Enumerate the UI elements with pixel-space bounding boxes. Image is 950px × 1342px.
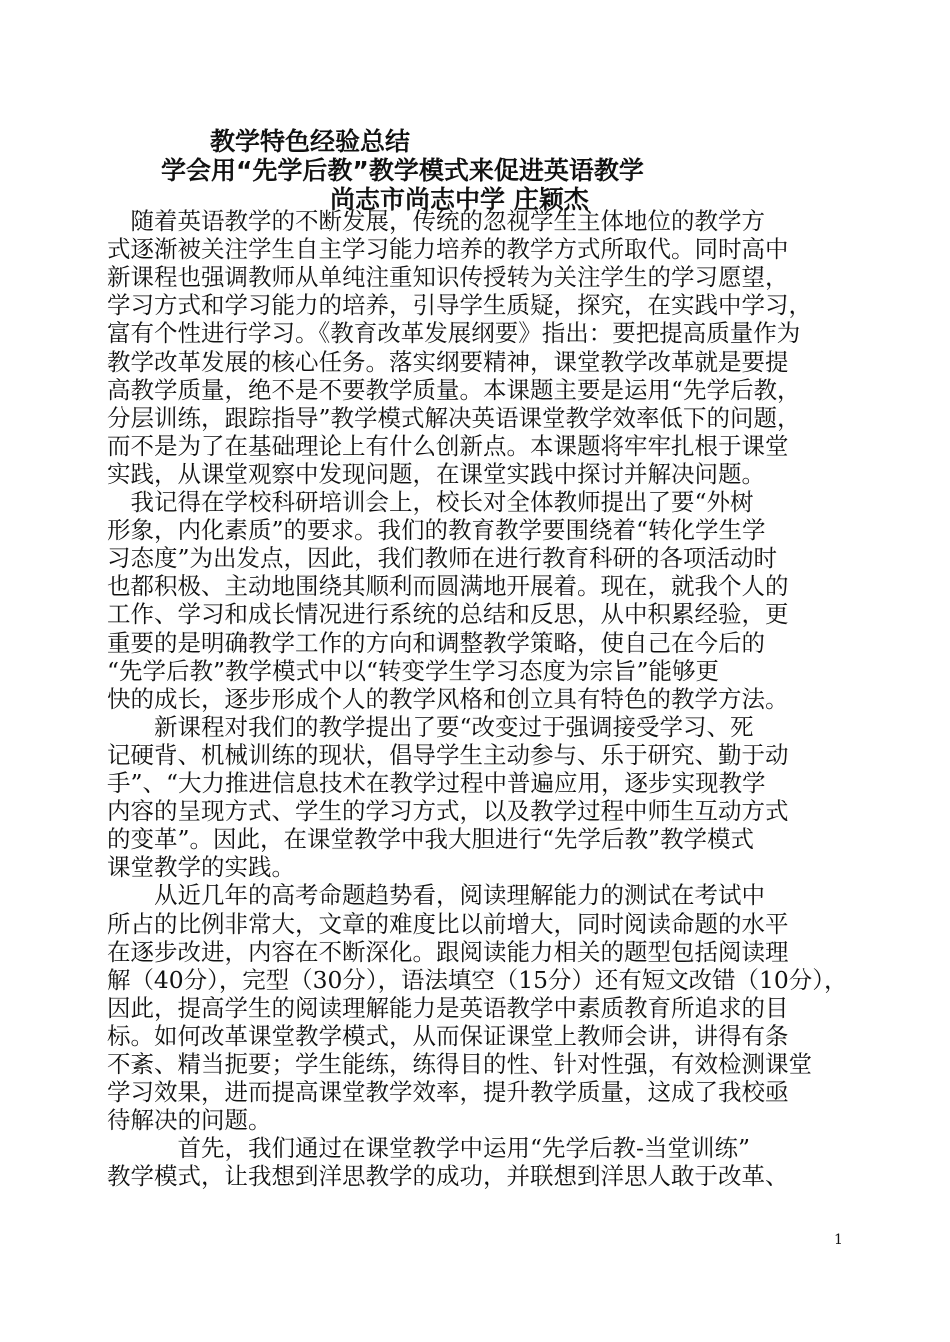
text-line: 工作、学习和成长情况进行系统的总结和反思，从中积累经验，更 — [107, 600, 789, 629]
text-line: 从近几年的高考命题趋势看，阅读理解能力的测试在考试中 — [107, 881, 765, 910]
text-line: 手”、“大力推进信息技术在教学过程中普遍应用，逐步实现教学 — [107, 769, 766, 797]
text-line: 课堂教学的实践。 — [107, 853, 295, 882]
text-line: 快的成长，逐步形成个人的教学风格和创立具有特色的教学方法。 — [107, 684, 789, 713]
text-line: 也都积极、主动地围绕其顺利而圆满地开展着。现在，就我个人的 — [107, 572, 789, 601]
page-number: 1 — [834, 1232, 843, 1248]
text-line: 不紊、精当扼要；学生能练，练得目的性、针对性强，有效检测课堂 — [107, 1050, 812, 1078]
text-line: 所占的比例非常大，文章的难度比以前增大，同时阅读命题的水平 — [107, 909, 789, 938]
document-subtitle: 学会用“先学后教”教学模式来促进英语教学 — [161, 156, 644, 185]
text-line: 教学改革发展的核心任务。落实纲要精神，课堂教学改革就是要提 — [107, 347, 789, 376]
text-line: 实践，从课堂观察中发现问题，在课堂实践中探讨并解决问题。 — [107, 459, 765, 488]
text-line: 的变革”。因此，在课堂教学中我大胆进行“先学后教”教学模式 — [107, 825, 755, 854]
text-line: 学习效果，进而提高课堂教学效率，提升教学质量，这成了我校亟 — [107, 1078, 789, 1107]
text-line: 记硬背、机械训练的现状，倡导学生主动参与、乐于研究、勤于动 — [107, 740, 789, 769]
document-title: 教学特色经验总结 — [210, 127, 411, 156]
text-line: 新课程对我们的教学提出了要“改变过于强调接受学习、死 — [107, 712, 754, 741]
text-line: 我记得在学校科研培训会上，校长对全体教师提出了要“外树 — [107, 488, 754, 516]
text-line: 内容的呈现方式、学生的学习方式，以及教学过程中师生互动方式 — [107, 797, 789, 826]
text-line: 式逐渐被关注学生自主学习能力培养的教学方式所取代。同时高中 — [107, 235, 789, 264]
text-line: 在逐步改进，内容在不断深化。跟阅读能力相关的题型包括阅读理 — [107, 937, 789, 966]
text-line: 而不是为了在基础理论上有什么创新点。本课题将牢牢扎根于课堂 — [107, 431, 789, 460]
text-line: “先学后教”教学模式中以“转变学生学习态度为宗旨”能够更 — [107, 656, 720, 685]
text-line: 新课程也强调教师从单纯注重知识传授转为关注学生的学习愿望， — [107, 263, 789, 292]
text-line: 重要的是明确教学工作的方向和调整教学策略，使自己在今后的 — [107, 628, 765, 657]
text-line: 标。如何改革课堂教学模式，从而保证课堂上教师会讲，讲得有条 — [107, 1021, 789, 1050]
text-line: 首先，我们通过在课堂教学中运用“先学后教-当堂训练” — [107, 1134, 750, 1163]
text-line: 富有个性进行学习。《教育改革发展纲要》指出：要把提高质量作为 — [107, 319, 801, 348]
text-line: 高教学质量，绝不是不要教学质量。本课题主要是运用“先学后教， — [107, 375, 801, 404]
document-author: 尚志市尚志中学 庄颖杰 — [330, 185, 589, 214]
text-line: 随着英语教学的不断发展，传统的忽视学生主体地位的教学方 — [107, 207, 765, 235]
text-line: 习态度”为出发点，因此，我们教师在进行教育科研的各项活动时 — [107, 544, 778, 573]
text-line: 因此，提高学生的阅读理解能力是英语教学中素质教育所追求的目 — [107, 993, 789, 1022]
text-line: 学习方式和学习能力的培养，引导学生质疑，探究，在实践中学习， — [107, 291, 812, 320]
text-line: 教学模式，让我想到洋思教学的成功，并联想到洋思人敢于改革、 — [107, 1162, 789, 1191]
text-line: 解（40分），完型（30分），语法填空（15分）还有短文改错（10分）， — [107, 965, 848, 994]
text-line: 待解决的问题。 — [107, 1106, 272, 1135]
text-line: 形象，内化素质”的要求。我们的教育教学要围绕着“转化学生学 — [107, 516, 766, 545]
text-line: 分层训练，跟踪指导”教学模式解决英语课堂教学效率低下的问题， — [107, 403, 801, 432]
